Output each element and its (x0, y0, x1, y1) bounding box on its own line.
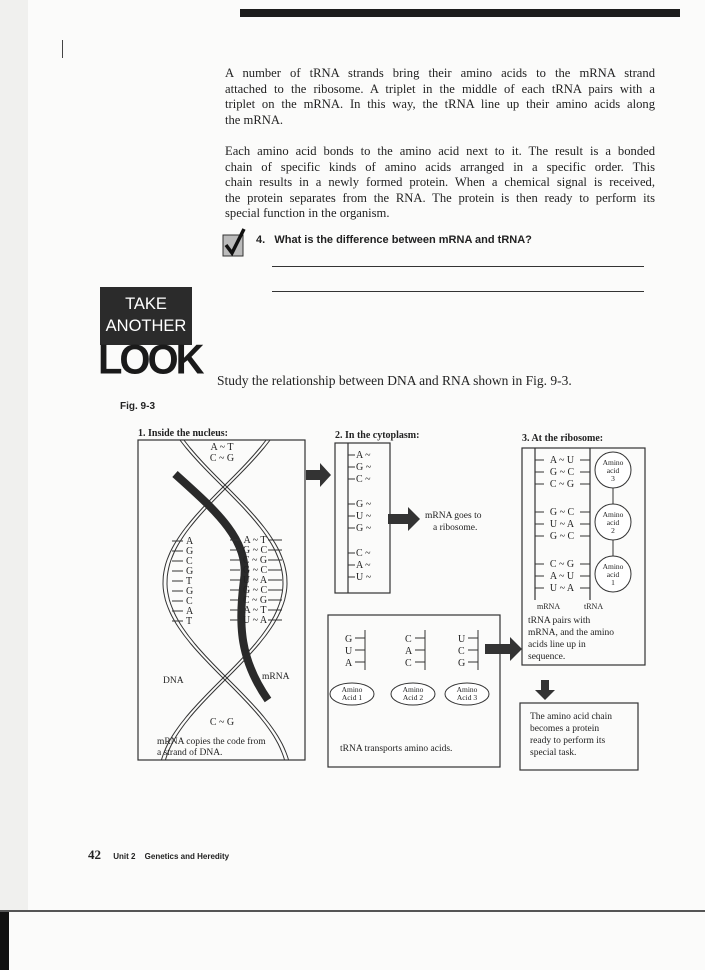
question-text: What is the difference between mRNA and tRNA? (274, 234, 532, 246)
base-pair: G ~ C (549, 507, 575, 518)
text-line: triplet on the mRNA. In this way, the tRNA line up their amino acids along (225, 97, 655, 112)
panel2-title: 2. In the cytoplasm: (335, 430, 420, 441)
text-line: special function in the organism. (225, 206, 390, 221)
base-pair: U ~ A (242, 575, 268, 586)
base-pair: A ~ T (243, 605, 267, 616)
dna-base: A (186, 536, 194, 547)
footer (88, 847, 229, 863)
panel3-caption: mRNA, and the amino (528, 628, 615, 638)
dna-base: A (186, 606, 194, 617)
base-pair: U ~ A (549, 583, 575, 594)
base-pair: G ~ C (242, 565, 268, 576)
text-line: Each amino acid bonds to the amino acid next to it. The result is a bonded (225, 144, 655, 158)
amino-label: acid (606, 518, 620, 527)
arrow-right-icon (485, 637, 522, 661)
panel3-caption: sequence. (528, 652, 566, 662)
base-pair: G ~ C (549, 467, 575, 478)
panel1-caption: a strand of DNA. (157, 748, 223, 758)
dna-base: T (186, 576, 193, 587)
text-line: the mRNA. (225, 112, 284, 127)
trna-base: G (345, 634, 353, 645)
label-mrna: mRNA (537, 602, 561, 611)
trna-base: A (405, 646, 413, 657)
text-line: attached to the ribosome. A triplet in the middle of each tRNA pairs with a (225, 81, 655, 96)
base-pair: C ~ G (209, 453, 235, 464)
codon: C ~ (356, 548, 371, 559)
banner-line: TAKE (125, 295, 167, 313)
base-pair: C ~ G (549, 479, 575, 490)
amino-label: Amino (456, 685, 478, 694)
amino-label: 1 (611, 578, 615, 587)
dna-base: G (186, 566, 194, 577)
dna-base: G (186, 586, 194, 597)
text-line: the protein separates from the RNA. The protein is then ready to perform its (225, 190, 655, 205)
final-text: The amino acid chain (530, 712, 613, 722)
dna-base: T (186, 616, 193, 627)
panel2-note: mRNA goes to (425, 511, 482, 521)
codon: A ~ (356, 450, 371, 461)
base-pair: A ~ U (549, 455, 575, 466)
trna-base: U (458, 634, 466, 645)
trna-base: A (345, 658, 353, 669)
codon: G ~ (356, 499, 372, 510)
amino-label: Acid 2 (402, 693, 424, 702)
amino-label: Amino (602, 458, 624, 467)
panel1-title: 1. Inside the nucleus: (138, 428, 229, 439)
arrow-right-icon (388, 507, 420, 531)
base-pair: C ~ G (242, 555, 268, 566)
banner-look: LOOK (98, 336, 202, 384)
trna-base: C (405, 634, 412, 645)
text-line: A number of tRNA strands bring their amino acids to the mRNA strand (225, 66, 655, 80)
dna-base: C (186, 596, 193, 607)
trna-caption: tRNA transports amino acids. (340, 744, 453, 754)
trna-base: U (345, 646, 353, 657)
base-pair: C ~ G (242, 595, 268, 606)
banner-line: ANOTHER (105, 317, 187, 335)
amino-label: 3 (611, 474, 615, 483)
codon: G ~ (356, 523, 372, 534)
final-text: becomes a protein (530, 724, 600, 734)
base-pair: A ~ U (549, 571, 575, 582)
amino-label: Amino (341, 685, 363, 694)
codon: A ~ (356, 560, 371, 571)
amino-label: 2 (611, 526, 615, 535)
base-pair: G ~ C (242, 585, 268, 596)
amino-label: Amino (602, 562, 624, 571)
final-text: ready to perform its (530, 736, 606, 746)
codon: C ~ (356, 474, 371, 485)
dna-base: G (186, 546, 194, 557)
base-pair: C ~ G (549, 559, 575, 570)
dna-base: C (186, 556, 193, 567)
scan-border (0, 912, 9, 970)
trna-base: C (405, 658, 412, 669)
base-pair: A ~ T (210, 442, 234, 453)
label-dna: DNA (163, 676, 184, 686)
amino-label: Amino (602, 510, 624, 519)
panel3-caption: tRNA pairs with (528, 616, 591, 626)
label-trna: tRNA (584, 602, 604, 611)
base-pair: G ~ C (549, 531, 575, 542)
base-pair: G ~ C (242, 545, 268, 556)
arrow-right-icon (306, 463, 331, 487)
final-text: special task. (530, 748, 577, 758)
base-pair: U ~ A (242, 615, 268, 626)
arrow-down-icon (535, 680, 555, 700)
trna-base: G (458, 658, 466, 669)
figure-label: Fig. 9-3 (120, 401, 156, 412)
amino-label: Acid 3 (456, 693, 478, 702)
page-number: 42 (88, 847, 101, 862)
question-number: 4. (256, 234, 266, 246)
codon: G ~ (356, 462, 372, 473)
text-line: chain results in a newly formed protein. When a chemical signal is received, (225, 175, 655, 190)
base-pair: C ~ G (209, 717, 235, 728)
page-edge (0, 910, 705, 912)
footer-title: Genetics and Heredity (144, 852, 230, 861)
amino-label: Amino (402, 685, 424, 694)
codon: U ~ (356, 511, 372, 522)
amino-label: Acid 1 (341, 693, 363, 702)
base-pair: U ~ A (549, 519, 575, 530)
text-line: chain of specific kinds of amino acids arranged in a specific order. This (225, 159, 655, 174)
trna-base: C (458, 646, 465, 657)
panel2-note: a ribosome. (433, 523, 478, 533)
arrows (306, 463, 555, 700)
footer-unit: Unit 2 (113, 852, 136, 861)
codon: U ~ (356, 572, 372, 583)
base-pair: A ~ T (243, 535, 267, 546)
label-mrna: mRNA (262, 672, 290, 682)
amino-label: acid (606, 466, 620, 475)
panel3-caption: acids line up in (528, 640, 586, 650)
amino-label: acid (606, 570, 620, 579)
panel3-title: 3. At the ribosome: (522, 433, 604, 444)
panel1-caption: mRNA copies the code from (157, 737, 266, 747)
instruction-text: Study the relationship between DNA and RNA shown in Fig. 9-3. (217, 373, 572, 388)
